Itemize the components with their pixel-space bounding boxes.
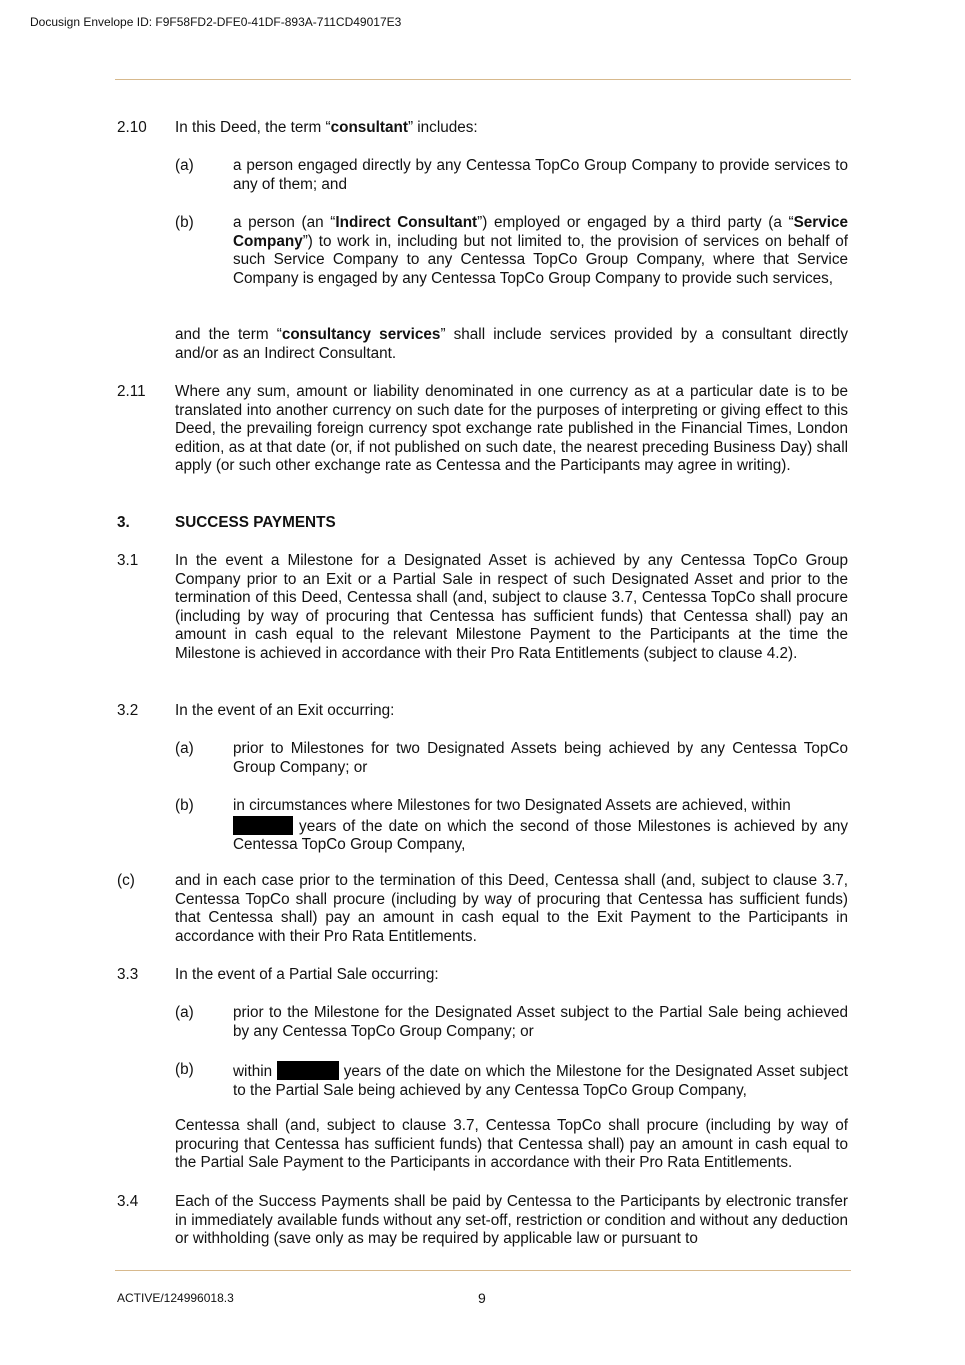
defined-term: Service Company [233, 214, 849, 250]
clause-3-2-a-text: prior to Milestones for two Designated Assets being achieved by any Centessa TopCo Group Company; or [233, 740, 848, 776]
text: a person (an “ [233, 214, 336, 231]
defined-term: consultant [330, 119, 408, 136]
sub-label: (a) [175, 157, 194, 174]
defined-term: Indirect Consultant [335, 214, 478, 231]
clause-3-4-text: Each of the Success Payments shall be paid by Centessa to the Participants by electronic transfer in immediately available funds without any set-off, restriction or condition and without any deduction or withholding (save only as may be required by applicable law or pursuant to [175, 1193, 848, 1248]
clause-3-3-a-text: prior to the Milestone for the Designated Asset subject to the Partial Sale being achieved by any Centessa TopCo Group Company; or [233, 1004, 848, 1040]
sub-label: (c) [117, 872, 135, 889]
clause-2-10-closing [175, 326, 848, 363]
clause-2-11-text: Where any sum, amount or liability denominated in one currency as at a particular date is to be translated into another currency on such date for the purposes of interpreting or giving effect to this Deed, the prevailing foreign currency spot exchange rate published in the Financial Times, London edition, as at that date (or, if not published on such date, the nearest preceding Business Day) shall apply (or such other exchange rate as Centessa and the Participants may agree in writing). [175, 383, 848, 475]
section-title: SUCCESS PAYMENTS [175, 514, 336, 531]
clause-number: 3.4 [117, 1193, 139, 1210]
text: and the term “ [175, 326, 282, 343]
sub-label: (a) [175, 1004, 194, 1021]
text: in circumstances where Milestones for two Designated Assets are achieved, within [233, 797, 791, 814]
defined-term: consultancy services [281, 326, 441, 343]
clause-3-3-b-text [233, 1061, 848, 1100]
text: years of the date on which the second of those Milestones is achieved by any Centessa TopCo Group Company, [233, 817, 848, 854]
sub-label: (b) [175, 1061, 194, 1078]
clause-number: 3.2 [117, 702, 139, 719]
clause-number: 2.11 [117, 383, 146, 400]
text: ”) employed or engaged by a third party (a “ [477, 214, 794, 231]
page-number: 9 [478, 1290, 486, 1306]
text: years of the date on which the Milestone for the Designated Asset subject to the Partial Sale being achieved by any Centessa TopCo Group Company, [233, 1063, 848, 1099]
clause-3-3-intro: In the event of a Partial Sale occurring: [175, 966, 439, 983]
text: ” includes: [407, 119, 478, 136]
section-number: 3. [117, 514, 130, 531]
clause-3-2-intro: In the event of an Exit occurring: [175, 702, 395, 719]
clause-2-10-intro [175, 119, 848, 138]
sub-label: (a) [175, 740, 194, 757]
clause-number: 3.1 [117, 552, 139, 569]
text: within [233, 1063, 277, 1080]
clause-2-10-a-text: a person engaged directly by any Centessa TopCo Group Company to provide services to any of them; and [233, 157, 848, 193]
footer-rule [115, 1270, 851, 1271]
clause-3-2-b-text [233, 797, 848, 855]
redaction-block [233, 816, 293, 835]
clause-number: 2.10 [117, 119, 147, 136]
redaction-block [277, 1061, 339, 1080]
text: ”) to work in, including but not limited to, the provision of services on behalf of such Service Company to any Centessa TopCo Group Company, where that Service Company is engaged by any Centessa TopCo Group Company to provide such services, [233, 232, 848, 287]
clause-2-10-b-text [233, 214, 848, 288]
sub-label: (b) [175, 797, 194, 814]
header-rule [115, 79, 851, 80]
clause-3-1-text: In the event a Milestone for a Designated Asset is achieved by any Centessa TopCo Group Company prior to an Exit or a Partial Sale in respect of such Designated Asset and prior to the termination of this Deed, Centessa shall (and, subject to clause 3.7, Centessa TopCo shall procure (including by way of procuring that Centessa has sufficient funds) that Centessa shall) pay an amount in cash equal to the relevant Milestone Payment to the Participants at the time the Milestone is achieved in accordance with their Pro Rata Entitlements (subject to clause 4.2). [175, 552, 848, 662]
envelope-id: Docusign Envelope ID: F9F58FD2-DFE0-41DF-893A-711CD49017E3 [30, 15, 402, 29]
text: ” shall include services provided by a consultant directly and/or as an Indirect Consultant. [175, 326, 848, 362]
text: In this Deed, the term “ [175, 119, 331, 136]
document-reference: ACTIVE/124996018.3 [117, 1291, 234, 1305]
clause-3-2-c-text: and in each case prior to the termination of this Deed, Centessa shall (and, subject to clause 3.7, Centessa TopCo shall procure (including by way of procuring that Centessa has sufficient funds) that Centessa shall) pay an amount in cash equal to the Exit Payment to the Participants in accordance with their Pro Rata Entitlements. [175, 872, 848, 945]
sub-label: (b) [175, 214, 194, 231]
clause-3-3-closing: Centessa shall (and, subject to clause 3.7, Centessa TopCo shall procure (including by way of procuring that Centessa has sufficient funds) that Centessa shall) pay an amount in cash equal to the Partial Sale Payment to the Participants in accordance with their Pro Rata Entitlements. [175, 1117, 848, 1172]
clause-number: 3.3 [117, 966, 139, 983]
